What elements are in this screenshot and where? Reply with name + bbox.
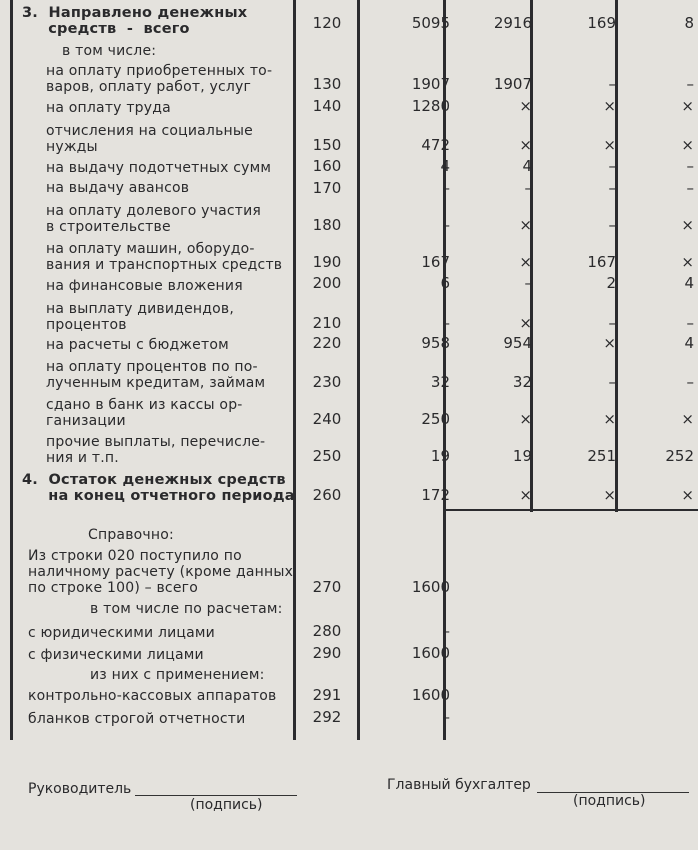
row-code: 210: [312, 314, 342, 332]
row-value-col5: –: [686, 179, 694, 197]
row-value-col5: ×: [681, 136, 694, 154]
table-row-label-line: на конец отчетного периода: [22, 488, 295, 504]
reference-row-label-line: наличному расчету (кроме данных: [28, 564, 294, 580]
row-value-total: 472: [421, 136, 450, 154]
row-value-total: 167: [421, 253, 450, 271]
row-code: 150: [312, 136, 342, 154]
row-value-col5: 252: [665, 447, 694, 465]
table-row-label-line: на финансовые вложения: [46, 278, 243, 294]
table-row-label-line: на выдачу авансов: [46, 180, 190, 196]
row-code: 180: [312, 216, 342, 234]
row-code: 170: [312, 179, 342, 197]
reference-row-label-line: по строке 100) – всего: [28, 580, 198, 596]
row-value-col4: –: [608, 216, 616, 234]
reference-row-label-line: из них с применением:: [90, 667, 265, 683]
reference-value: 1600: [411, 644, 450, 662]
row-value-total: 1280: [411, 97, 450, 115]
table-row-label-line: отчисления на социальные: [46, 123, 253, 139]
row-value-col4: ×: [603, 486, 616, 504]
row-value-total: –: [442, 314, 450, 332]
reference-row-label-line: контрольно-кассовых аппаратов: [28, 688, 277, 704]
table-row-label-line: в том числе:: [62, 43, 157, 59]
table-row-label-line: ния и т.п.: [46, 450, 119, 466]
reference-code: 291: [312, 686, 342, 704]
reference-code: 290: [312, 644, 342, 662]
row-code: 260: [312, 486, 342, 504]
table-row-label-line: сдано в банк из кассы ор-: [46, 397, 243, 413]
reference-row-label-line: Справочно:: [88, 527, 174, 543]
row-value-col5: –: [686, 373, 694, 391]
row-value-col4: 167: [587, 253, 616, 271]
row-value-col3: ×: [519, 97, 532, 115]
row-code: 230: [312, 373, 342, 391]
head-signature-line[interactable]: [135, 795, 297, 796]
row-value-col3: ×: [519, 314, 532, 332]
row-value-col4: –: [608, 373, 616, 391]
row-value-total: –: [442, 216, 450, 234]
table-row-label-line: на расчеты с бюджетом: [46, 337, 229, 353]
row-value-col4: ×: [603, 334, 616, 352]
row-value-col4: ×: [603, 97, 616, 115]
table-row-label-line: варов, оплату работ, услуг: [46, 79, 252, 95]
reference-value: –: [442, 622, 450, 640]
row-value-col5: 4: [684, 334, 694, 352]
accountant-signature-label: Главный бухгалтер: [387, 777, 531, 793]
row-code: 160: [312, 157, 342, 175]
table-row-label-line: 3. Направлено денежных: [22, 5, 248, 21]
head-signature-caption: (подпись): [190, 797, 263, 813]
row-value-col5: ×: [681, 410, 694, 428]
row-code: 140: [312, 97, 342, 115]
row-value-total: 958: [421, 334, 450, 352]
table-row-label-line: средств - всего: [22, 21, 190, 37]
row-value-col5: –: [686, 157, 694, 175]
reference-row-label-line: с физическими лицами: [28, 647, 204, 663]
reference-code: 292: [312, 708, 342, 726]
row-value-col4: –: [608, 314, 616, 332]
table-row-label-line: на оплату приобретенных то-: [46, 63, 273, 79]
reference-value: 1600: [411, 686, 450, 704]
row-code: 190: [312, 253, 342, 271]
table-border-left: [10, 0, 13, 740]
table-row-label-line: на выдачу подотчетных сумм: [46, 160, 272, 176]
table-row-label-line: 4. Остаток денежных средств: [22, 472, 286, 488]
reference-code: 270: [312, 578, 342, 596]
reference-row-label-line: с юридическими лицами: [28, 625, 215, 641]
table-row-label-line: в строительстве: [46, 219, 171, 235]
row-value-col5: 4: [684, 274, 694, 292]
row-value-total: 19: [430, 447, 450, 465]
table-row-label-line: лученным кредитам, займам: [46, 375, 266, 391]
table-row-label-line: на оплату машин, оборудо-: [46, 241, 255, 257]
row-value-col4: 169: [587, 14, 616, 32]
table-row-label-line: нужды: [46, 139, 98, 155]
row-value-col4: –: [608, 179, 616, 197]
row-value-col3: 4: [522, 157, 532, 175]
row-value-col5: ×: [681, 216, 694, 234]
row-value-total: 6: [440, 274, 450, 292]
row-value-col5: –: [686, 314, 694, 332]
row-value-col5: ×: [681, 486, 694, 504]
row-value-col3: 32: [512, 373, 532, 391]
table-row-label-line: прочие выплаты, перечисле-: [46, 434, 266, 450]
row-value-col4: ×: [603, 410, 616, 428]
row-value-col4: ×: [603, 136, 616, 154]
row-value-col5: ×: [681, 253, 694, 271]
table-row-label-line: на оплату долевого участия: [46, 203, 262, 219]
table-row-label-line: процентов: [46, 317, 127, 333]
row-value-col5: –: [686, 75, 694, 93]
table-row-label-line: вания и транспортных средств: [46, 257, 283, 273]
row-value-total: 5095: [411, 14, 450, 32]
row-value-col3: 2916: [493, 14, 532, 32]
row-code: 200: [312, 274, 342, 292]
table-row-label-line: на оплату процентов по по-: [46, 359, 258, 375]
table-row-label-line: на выплату дивидендов,: [46, 301, 234, 317]
reference-value: –: [442, 708, 450, 726]
row-value-col3: –: [524, 274, 532, 292]
row-code: 120: [312, 14, 342, 32]
row-value-col3: ×: [519, 486, 532, 504]
row-code: 130: [312, 75, 342, 93]
reference-value: 1600: [411, 578, 450, 596]
row-value-total: 32: [430, 373, 450, 391]
row-value-col4: 2: [606, 274, 616, 292]
row-value-col3: –: [524, 179, 532, 197]
row-value-col4: 251: [587, 447, 616, 465]
row-value-col4: –: [608, 75, 616, 93]
row-value-col5: ×: [681, 97, 694, 115]
row-value-total: 4: [440, 157, 450, 175]
table-row-label-line: на оплату труда: [46, 100, 171, 116]
row-value-col3: 1907: [493, 75, 532, 93]
reference-row-label-line: в том числе по расчетам:: [90, 601, 283, 617]
row-value-col3: 954: [503, 334, 532, 352]
reference-row-label-line: бланков строгой отчетности: [28, 711, 246, 727]
table-row-label-line: ганизации: [46, 413, 126, 429]
reference-row-label-line: Из строки 020 поступило по: [28, 548, 242, 564]
accountant-signature-caption: (подпись): [573, 793, 646, 809]
row-value-col3: 19: [512, 447, 532, 465]
row-value-total: –: [442, 179, 450, 197]
row-code: 250: [312, 447, 342, 465]
row-code: 220: [312, 334, 342, 352]
row-value-col3: ×: [519, 253, 532, 271]
head-signature-label: Руководитель: [28, 781, 132, 797]
reference-code: 280: [312, 622, 342, 640]
row-code: 240: [312, 410, 342, 428]
row-value-total: 172: [421, 486, 450, 504]
row-value-col3: ×: [519, 216, 532, 234]
row-value-total: 1907: [411, 75, 450, 93]
row-value-col3: ×: [519, 136, 532, 154]
row-value-col4: –: [608, 157, 616, 175]
row-value-col3: ×: [519, 410, 532, 428]
row-value-total: 250: [421, 410, 450, 428]
table-border-section-divider: [443, 509, 698, 511]
row-value-col5: 8: [684, 14, 694, 32]
